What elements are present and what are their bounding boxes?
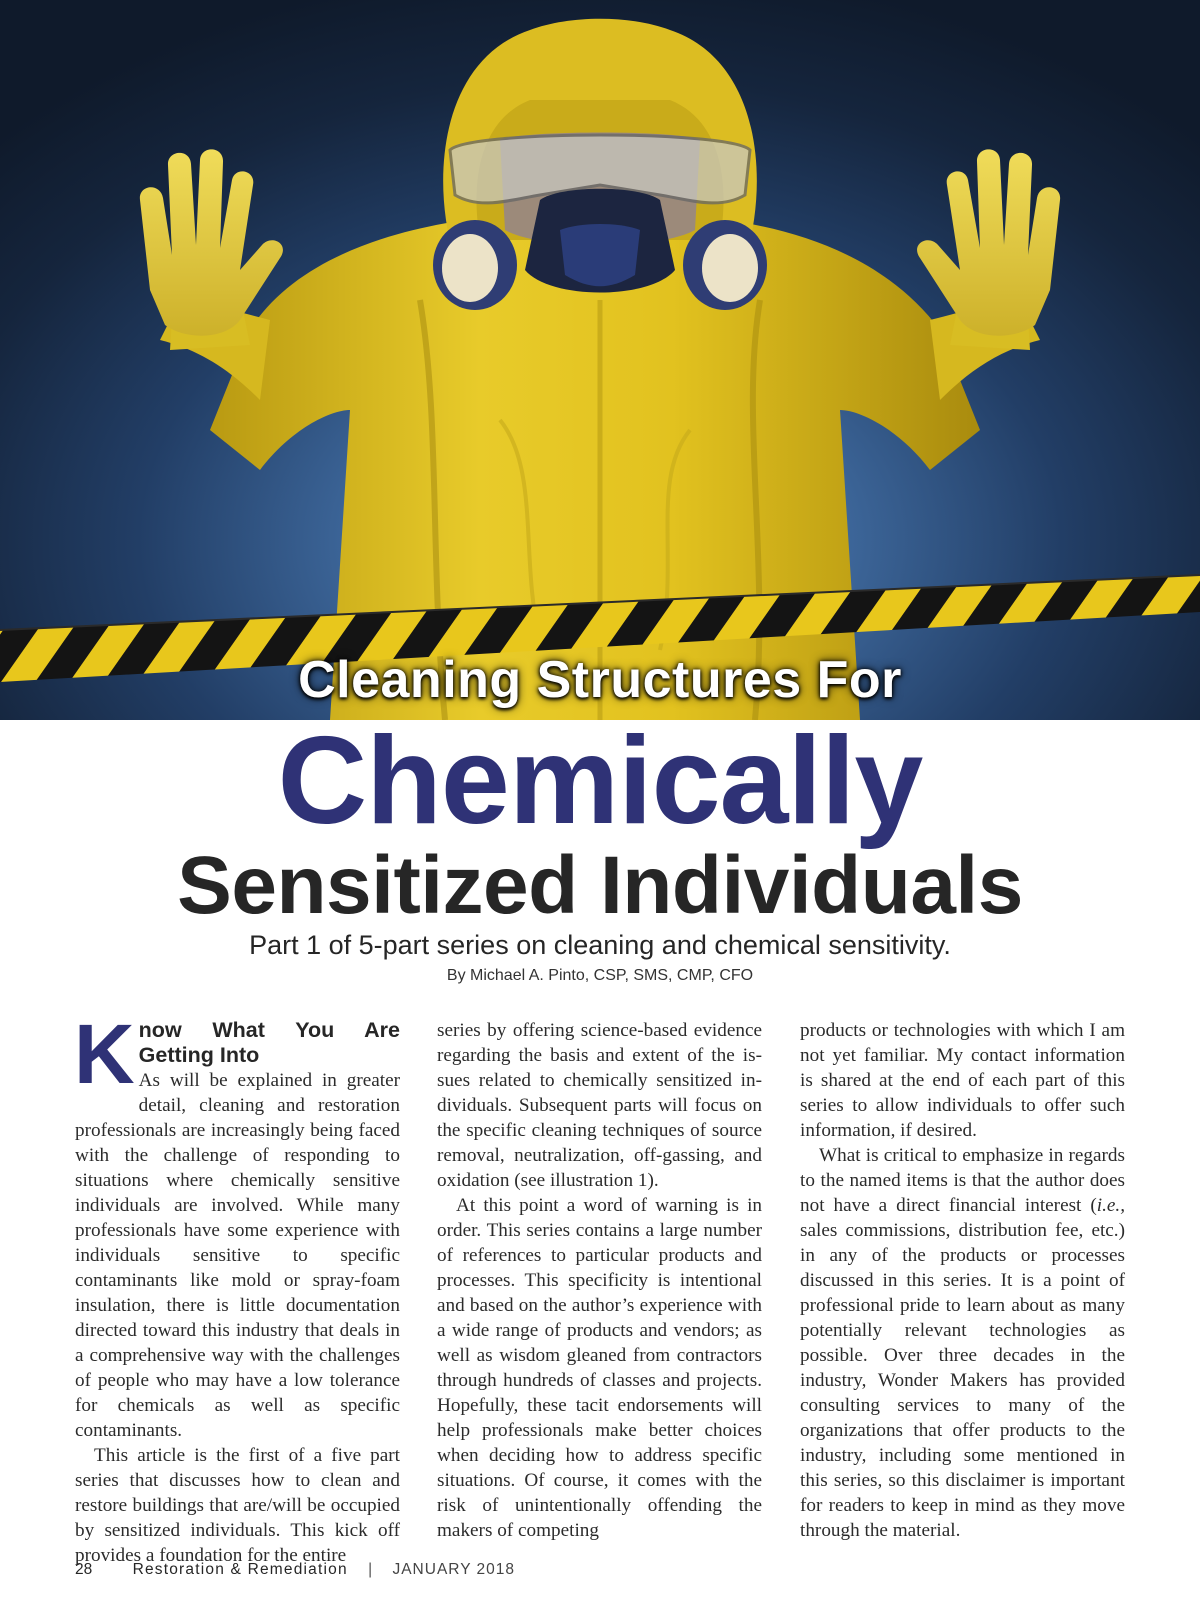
- headline-main: Chemically: [277, 712, 923, 850]
- paragraph: At this point a word of warning is in order. This series contains a large number of references to particular products and processes. This specificity is intentional and based on the author’s experience with a wide range of products and vendors; as well as wisdom gleaned from contractors through hundreds of classes and projects. Hopefully, these tacit endorsements will help professionals make better choices when deciding how to address specific situations. Of course, it comes with the risk of unintentionally offending the makers of competing: [437, 1195, 762, 1541]
- paragraph: This article is the first of a five part series that discusses how to clean and restore buildings that are/will be occupied by sensitized individuals. This kick off provides a foundation for the entire: [75, 1445, 400, 1566]
- publication-name: Restoration & Remediation: [132, 1561, 348, 1578]
- latin-abbrev: i.e.,: [1096, 1195, 1125, 1216]
- article-column-3: [800, 1018, 1125, 1543]
- article-column-1: [74, 1007, 400, 1568]
- issue-date: JANUARY 2018: [392, 1561, 516, 1578]
- hero-photo: [0, 0, 1200, 720]
- hazmat-worker-illustration: [0, 0, 1200, 720]
- paragraph: products or technologies with which I am not yet familiar. My contact information is shared at the end of each part of this series to allow individuals to offer such information, if desired.: [800, 1020, 1125, 1141]
- paragraph: As will be explained in greater detail, cleaning and restoration professionals are increasingly being faced with the challenge of responding to situations where chemically sensitive individuals are involved. While many professionals have some experience with individuals sensitive to specific contaminants like mold or spray-foam insulation, there is little documentation directed toward this industry that deals in a comprehensive way with the challenges of people who may have a low tolerance for chemicals as well as specific contaminants.: [75, 1070, 400, 1441]
- drop-cap: K: [74, 1007, 135, 1101]
- paragraph: series by offering science-based evidence regarding the basis and extent of the issues related to chemically sensitized individuals. Subsequent parts will focus on the specific cleaning techniques of source removal, neutralization, off-gassing, and oxidation (see illustration 1).: [437, 1020, 762, 1191]
- headline-sub: Sensitized Individuals: [177, 840, 1023, 931]
- footer-separator: |: [368, 1561, 373, 1578]
- headline-kicker: Cleaning Structures For: [298, 651, 902, 709]
- page-number: 28: [75, 1561, 93, 1578]
- right-glove: [917, 149, 1060, 335]
- section-heading: now What You Are Getting Into: [138, 1018, 400, 1067]
- article-byline: By Michael A. Pinto, CSP, SMS, CMP, CFO: [446, 967, 754, 984]
- paragraph-text: What is critical to emphasize in regards to the named items is that the author does not have a direct financial interest (: [800, 1145, 1125, 1216]
- paragraph-text: sales commissions, distribution fee, etc.) in any of the products or processes discussed in this series. It is a point of professional pride to learn about as many potentially relevant technologies as possible. Over three decades in the industry, Wonder Makers has provided consulting services to many of the organizations that offer products to the industry, including some mentioned in this series, so this disclaimer is important for readers to keep in mind as they move through the material.: [800, 1220, 1125, 1541]
- article-column-2: [437, 1018, 762, 1543]
- paragraph: [800, 1143, 1125, 1543]
- page-footer: [75, 1561, 515, 1579]
- article-deck: Part 1 of 5-part series on cleaning and chemical sensitivity.: [249, 930, 951, 960]
- left-glove: [140, 149, 283, 335]
